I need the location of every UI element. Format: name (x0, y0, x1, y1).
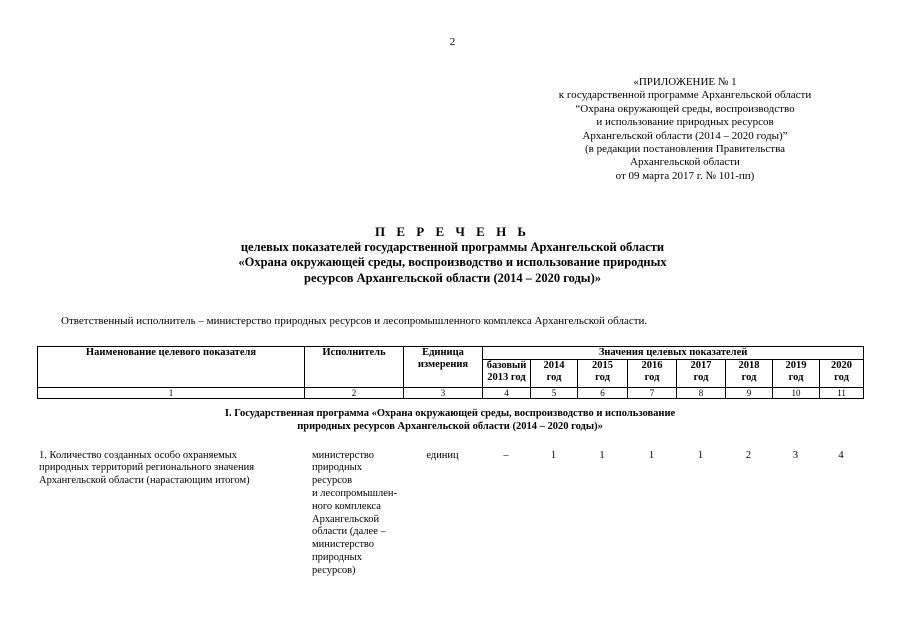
header-year (628, 360, 677, 388)
indicators-table-body (37, 408, 863, 578)
responsible-executor: Ответственный исполнитель – министерство природных ресурсов и лесопромышленного комплекса Архангельской области. (61, 315, 648, 327)
appendix-line: «ПРИЛОЖЕНИЕ № 1 (633, 76, 737, 88)
executor-line: природных (312, 462, 362, 474)
title-line: ресурсов Архангельской области (2014 – 2020 годы)» (304, 270, 601, 285)
appendix-line: Архангельской области (2014 – 2020 годы)” (582, 129, 788, 142)
executor-line: природных (312, 551, 362, 563)
appendix-note (520, 76, 850, 183)
header-base-line: базовый (486, 360, 527, 371)
header-unit-line: Единица (422, 347, 464, 358)
header-year-word: год (595, 372, 610, 383)
value-2014: 1 (550, 449, 557, 461)
header-year-word: год (788, 372, 804, 383)
header-year (820, 360, 864, 388)
executor-line: и лесопромышлен- (312, 487, 398, 499)
header-year-number: 2016 (641, 360, 663, 371)
appendix-line: Архангельской области (630, 156, 740, 169)
appendix-line: к государственной программе Архангельской области (558, 89, 812, 102)
value-2016: 1 (648, 449, 655, 461)
section-line: природных ресурсов Архангельской области (2014 – 2020 годы)» (297, 420, 603, 432)
executor-line: министерство (312, 449, 375, 461)
column-number: 3 (404, 388, 483, 399)
title-line: целевых показателей государственной программы Архангельской области (240, 239, 665, 254)
page-number: 2 (449, 36, 456, 48)
header-year-word: год (644, 372, 660, 383)
header-year-number: 2020 (831, 360, 853, 371)
executor-line: ресурсов) (312, 564, 356, 576)
appendix-line: “Охрана окружающей среды, воспроизводство (575, 102, 795, 115)
column-number: 2 (305, 388, 404, 399)
indicators-table-header (37, 346, 864, 399)
header-year-number: 2015 (592, 360, 613, 371)
section-line: I. Государственная программа «Охрана окружающей среды, воспроизводство и использование (224, 408, 676, 419)
column-number: 1 (38, 388, 305, 399)
title-line: «Охрана окружающей среды, воспроизводство и использование природных (238, 255, 667, 269)
value-2020: 4 (838, 449, 844, 461)
indicator-name-line: Архангельской области (нарастающим итогом) (39, 475, 250, 487)
column-number: 5 (531, 388, 578, 399)
title-heading: П Е Р Е Ч Е Н Ь (374, 224, 531, 239)
value-2015: 1 (599, 449, 605, 461)
column-number: 8 (677, 388, 726, 399)
header-year (677, 360, 726, 388)
indicator-executor (304, 450, 403, 578)
header-year-number: 2014 (543, 360, 565, 371)
header-year-word: год (741, 372, 757, 383)
column-number: 9 (726, 388, 773, 399)
column-number: 11 (820, 388, 864, 399)
executor-line: ного комплекса (312, 500, 381, 512)
header-year (531, 360, 578, 388)
column-number: 10 (773, 388, 820, 399)
indicator-name (37, 450, 304, 578)
document-title (0, 224, 905, 286)
header-year (773, 360, 820, 388)
header-year-word: год (693, 372, 709, 383)
header-year-word: год (834, 372, 849, 383)
indicator-name-line: 1. Количество созданных особо охраняемых (39, 449, 238, 461)
value-base-2013: – (503, 449, 509, 461)
header-values: Значения целевых показателей (483, 347, 864, 360)
executor-line: ресурсов (312, 475, 353, 487)
header-unit-line: измерения (417, 359, 469, 370)
value-2018: 2 (745, 449, 752, 461)
indicator-name-line: природных территорий регионального значения (39, 462, 255, 474)
header-executor: Исполнитель (305, 347, 404, 388)
value-2017: 1 (697, 449, 704, 461)
indicator-unit: единиц (426, 449, 459, 461)
header-year-number: 2019 (785, 360, 807, 371)
table-row (37, 450, 863, 578)
appendix-line: (в редакции постановления Правительства (584, 143, 786, 156)
executor-line: министерство (312, 539, 375, 551)
header-base-year (483, 360, 531, 388)
header-year (578, 360, 628, 388)
header-name: Наименование целевого показателя (38, 347, 305, 388)
header-unit (404, 347, 483, 388)
executor-line: области (далее – (312, 526, 386, 538)
column-number: 4 (483, 388, 531, 399)
executor-line: Архангельской (312, 513, 380, 525)
value-2019: 3 (792, 449, 799, 461)
section-heading (37, 408, 863, 450)
column-number: 7 (628, 388, 677, 399)
header-year-number: 2017 (690, 360, 712, 371)
header-year-number: 2018 (738, 360, 760, 371)
appendix-line: от 09 марта 2017 г. № 101-пп) (615, 169, 755, 182)
header-year-word: год (546, 372, 562, 383)
header-base-line: 2013 год (487, 372, 526, 383)
column-number: 6 (578, 388, 628, 399)
appendix-line: и использование природных ресурсов (596, 116, 774, 129)
header-year (726, 360, 773, 388)
